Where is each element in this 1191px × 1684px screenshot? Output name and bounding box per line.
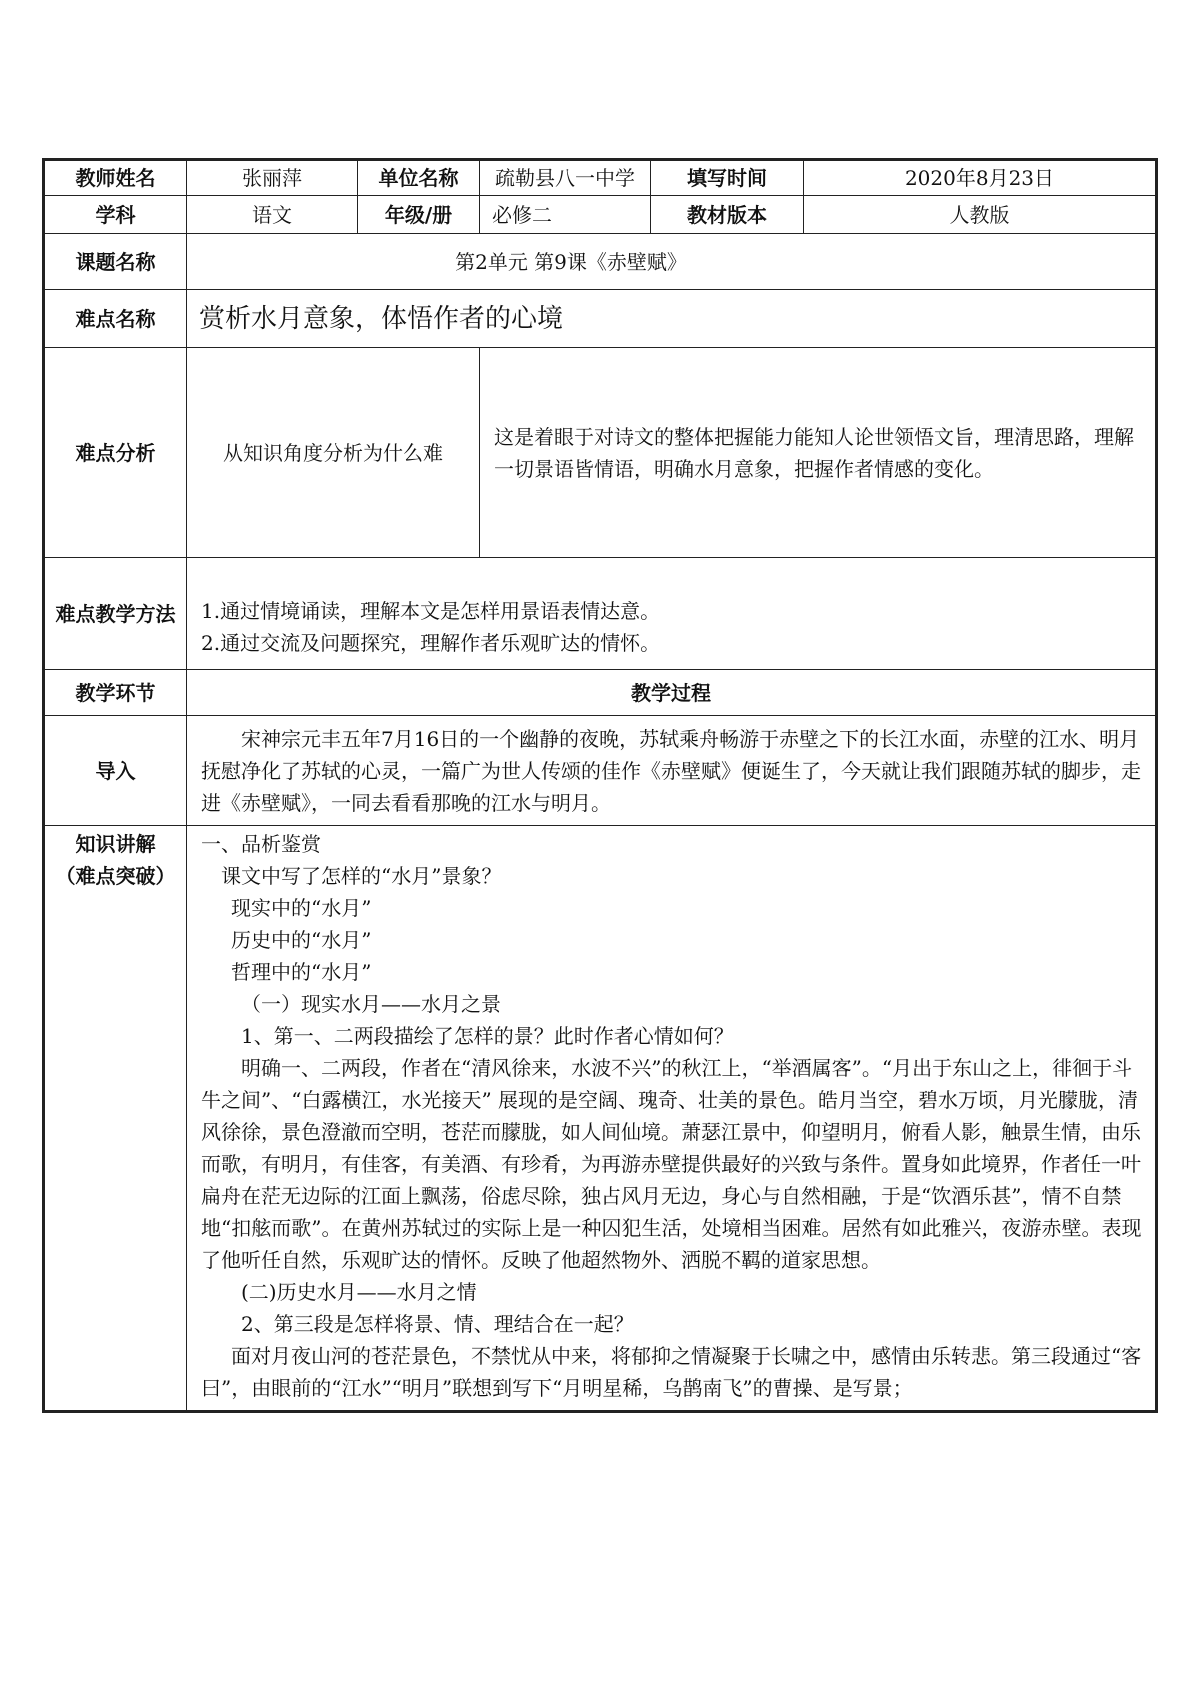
- stage-label: 教学环节: [44, 670, 187, 716]
- knowledge-label-line-2: （难点突破）: [55, 864, 176, 888]
- difficulty-value: 赏析水月意象，体悟作者的心境: [187, 290, 1157, 348]
- method-label: 难点教学方法: [44, 558, 187, 670]
- knowledge-paragraph: 明确一、二两段，作者在“清风徐来，水波不兴”的秋江上，“举酒属客”。“月出于东山之上，徘徊于斗牛之间”、“白露横江，水光接天” 展现的是空阔、瑰奇、壮美的景色。皓月当空，碧水万顷，月光朦胧，清风徐徐，景色澄澈而空明，苍茫而朦胧，如人间仙境。萧瑟江景中，仰望明月，俯看人影，触景生情，由乐而歌，有明月，有佳客，有美酒、有珍肴，为再游赤壁提供最好的兴致与条件。置身如此境界，作者任一叶扁舟在茫无边际的江面上飘荡，俗虑尽除，独占风月无边，身心与自然相融，于是“饮酒乐甚”，情不自禁地“扣舷而歌”。在黄州苏轼过的实际上是一种囚犯生活，处境相当困难。居然有如此雅兴，夜游赤壁。表现了他听任自然，乐观旷达的情怀。反映了他超然物外、洒脱不羁的道家思想。: [201, 1056, 1142, 1272]
- knowledge-line: 课文中写了怎样的“水月”景象？: [221, 864, 502, 888]
- header-row-1: [44, 160, 1157, 196]
- teacher-value: 张丽萍: [187, 160, 358, 196]
- subject-value: 语文: [187, 196, 358, 234]
- date-label: 填写时间: [651, 160, 804, 196]
- topic-row: [44, 234, 1157, 290]
- grade-label: 年级/册: [358, 196, 480, 234]
- difficulty-row: [44, 290, 1157, 348]
- knowledge-line: 哲理中的“水月”: [231, 960, 372, 984]
- process-header-row: [44, 670, 1157, 716]
- intro-label: 导入: [44, 716, 187, 826]
- topic-label: 课题名称: [44, 234, 187, 290]
- process-label: 教学过程: [187, 670, 1157, 716]
- knowledge-paragraph: 面对月夜山河的苍茫景色，不禁忧从中来，将郁抑之情凝聚于长啸之中，感情由乐转悲。第三段通过“客曰”，由眼前的“江水”“明月”联想到写下“月明星稀，乌鹊南飞”的曹操、是写景；: [201, 1344, 1142, 1400]
- knowledge-line: 现实中的“水月”: [231, 896, 372, 920]
- knowledge-line: 2、第三段是怎样将景、情、理结合在一起？: [241, 1312, 634, 1336]
- knowledge-line: (二)历史水月——水月之情: [241, 1280, 477, 1304]
- method-line-2: 2.通过交流及问题探究，理解作者乐观旷达的情怀。: [201, 630, 661, 655]
- analysis-label: 难点分析: [44, 348, 187, 558]
- unit-label: 单位名称: [358, 160, 480, 196]
- edition-value: 人教版: [804, 196, 1157, 234]
- teacher-label: 教师姓名: [44, 160, 187, 196]
- subject-label: 学科: [44, 196, 187, 234]
- header-row-2: [44, 196, 1157, 234]
- knowledge-line: 一、品析鉴赏: [201, 832, 321, 856]
- lesson-plan-table: [42, 158, 1158, 1413]
- knowledge-label-line-1: 知识讲解: [75, 832, 156, 856]
- knowledge-line: （一）现实水月——水月之景: [241, 992, 501, 1016]
- method-row: [44, 558, 1157, 670]
- date-value: 2020年8月23日: [804, 160, 1157, 196]
- difficulty-label: 难点名称: [44, 290, 187, 348]
- edition-label: 教材版本: [651, 196, 804, 234]
- grade-value: 必修二: [480, 196, 651, 234]
- analysis-row: [44, 348, 1157, 558]
- intro-row: [44, 716, 1157, 826]
- intro-text: 宋神宗元丰五年7月16日的一个幽静的夜晚，苏轼乘舟畅游于赤壁之下的长江水面，赤壁的江水、明月抚慰净化了苏轼的心灵，一篇广为世人传颂的佳作《赤壁赋》便诞生了，今天就让我们跟随苏轼的脚步，走进《赤壁赋》，一同去看看那晚的江水与明月。: [201, 726, 1141, 815]
- knowledge-line: 历史中的“水月”: [231, 928, 372, 952]
- unit-value: 疏勒县八一中学: [480, 160, 651, 196]
- knowledge-line: 1、第一、二两段描绘了怎样的景？此时作者心情如何？: [241, 1024, 734, 1048]
- topic-value: 第2单元 第9课《赤壁赋》: [187, 234, 1157, 290]
- analysis-sub-label: 从知识角度分析为什么难: [187, 348, 480, 558]
- analysis-text: 这是着眼于对诗文的整体把握能力能知人论世领悟文旨，理清思路，理解一切景语皆情语，明确水月意象，把握作者情感的变化。: [480, 348, 1157, 558]
- method-line-1: 1.通过情境诵读，理解本文是怎样用景语表情达意。: [201, 598, 661, 623]
- knowledge-row: [44, 826, 1157, 1412]
